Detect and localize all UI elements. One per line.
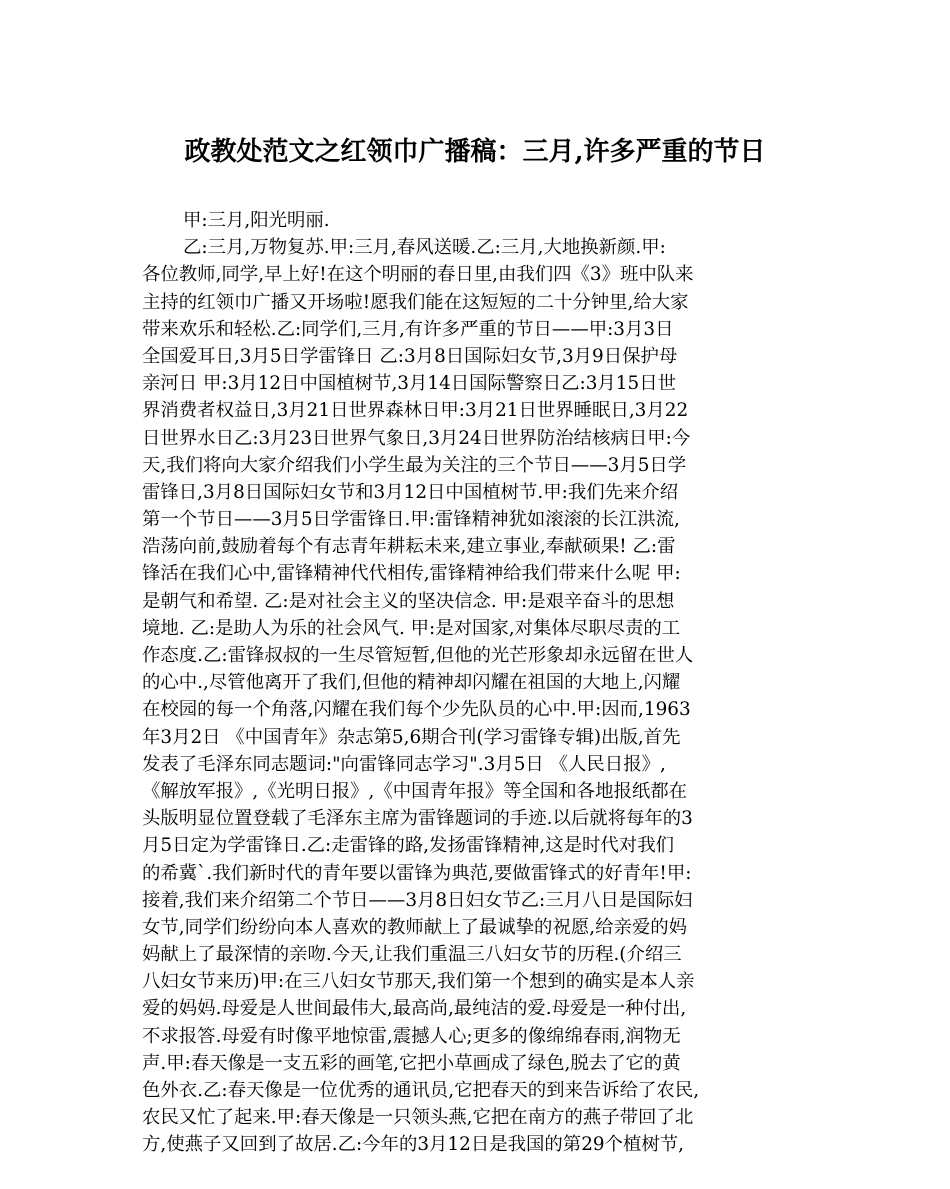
text-line: 农民又忙了起来.甲:春天像是一只领头燕,它把在南方的燕子带回了北	[142, 1107, 694, 1129]
text-line: 的心中.,尽管他离开了我们,但他的精神却闪耀在祖国的大地上,闪耀	[142, 672, 681, 694]
text-line: 带来欢乐和轻松.乙:同学们,三月,有许多严重的节日——甲:3月3日	[142, 318, 674, 340]
text-line: 声.甲:春天像是一支五彩的画笔,它把小草画成了绿色,脱去了它的黄	[142, 1052, 681, 1074]
text-line: 天,我们将向大家介绍我们小学生最为关注的三个节日——3月5日学	[142, 454, 687, 476]
text-line: 接着,我们来介绍第二个节日——3月8日妇女节乙:三月八日是国际妇	[142, 889, 693, 911]
text-line: 头版明显位置登载了毛泽东主席为雷锋题词的手迹.以后就将每年的3	[142, 808, 693, 830]
text-line: 《解放军报》,《光明日报》,《中国青年报》等全国和各地报纸都在	[142, 780, 688, 802]
text-line: 甲:三月,阳光明丽.	[183, 210, 330, 231]
text-line: 第一个节日——3月5日学雷锋日.甲:雷锋精神犹如滚滚的长江洪流,	[142, 509, 680, 531]
text-line: 主持的红领巾广播又开场啦!愿我们能在这短短的二十分钟里,给大家	[142, 291, 689, 313]
text-line: 爱的妈妈.母爱是人世间最伟大,最高尚,最纯洁的爱.母爱是一种付出,	[142, 998, 687, 1020]
text-line: 锋活在我们心中,雷锋精神代代相传,雷锋精神给我们带来什么呢 甲:	[142, 563, 681, 585]
text-line: 作态度.乙:雷锋叔叔的一生尽管短暂,但他的光芒形象却永远留在世人	[142, 645, 694, 666]
text-line: 女节,同学们纷纷向本人喜欢的教师献上了最诚挚的祝愿,给亲爱的妈	[142, 916, 688, 938]
text-line: 妈献上了最深情的亲吻.今天,让我们重温三八妇女节的历程.(介绍三	[142, 944, 682, 966]
text-line: 在校园的每一个角落,闪耀在我们每个少先队员的心中.甲:因而,1963	[142, 699, 691, 721]
document-title: 政教处范文之红领巾广播稿：三月,许多严重的节日	[184, 137, 766, 167]
text-line: 亲河日 甲:3月12日中国植树节,3月14日国际警察日乙:3月15日世	[142, 373, 676, 395]
text-line: 色外衣.乙:春天像是一位优秀的通讯员,它把春天的到来告诉给了农民,	[142, 1080, 700, 1101]
document-body	[142, 207, 812, 1159]
text-line: 方,使燕子又回到了故居.乙:今年的3月12日是我国的第29个植树节,	[142, 1134, 685, 1156]
text-line: 境地. 乙:是助人为乐的社会风气. 甲:是对国家,对集体尽职尽责的工	[142, 617, 681, 639]
text-line: 全国爱耳日,3月5日学雷锋日 乙:3月8日国际妇女节,3月9日保护母	[142, 345, 678, 367]
text-line: 各位教师,同学,早上好!在这个明丽的春日里,由我们四《3》班中队来	[142, 264, 694, 286]
text-line: 浩荡向前,鼓励着每个有志青年耕耘未来,建立事业,奉献硕果! 乙:雷	[142, 536, 676, 558]
text-line: 雷锋日,3月8日国际妇女节和3月12日中国植树节.甲:我们先来介绍	[142, 481, 679, 503]
text-line: 年3月2日 《中国青年》杂志第5,6期合刊(学习雷锋专辑)出版,首先	[142, 726, 681, 748]
text-line: 界消费者权益日,3月21日世界森林日甲:3月21日世界睡眠日,3月22	[142, 400, 689, 422]
text-line: 日世界水日乙:3月23日世界气象日,3月24日世界防治结核病日甲:今	[142, 427, 691, 449]
text-line: 不求报答.母爱有时像平地惊雷,震撼人心;更多的像绵绵春雨,润物无	[142, 1025, 681, 1047]
text-line: 月5日定为学雷锋日.乙:走雷锋的路,发扬雷锋精神,这是时代对我们	[142, 835, 674, 857]
text-line: 乙:三月,万物复苏.甲:三月,春风送暖.乙:三月,大地换新颜.甲:	[183, 237, 666, 259]
text-line: 的希冀`.我们新时代的青年要以雷锋为典范,要做雷锋式的好青年!甲:	[142, 862, 692, 884]
text-line: 八妇女节来历)甲:在三八妇女节那天,我们第一个想到的确实是本人亲	[142, 971, 695, 993]
text-line: 发表了毛泽东同志题词:"向雷锋同志学习".3月5日 《人民日报》,	[142, 753, 666, 775]
text-line: 是朝气和希望. 乙:是对社会主义的坚决信念. 甲:是艰辛奋斗的思想	[142, 590, 675, 612]
